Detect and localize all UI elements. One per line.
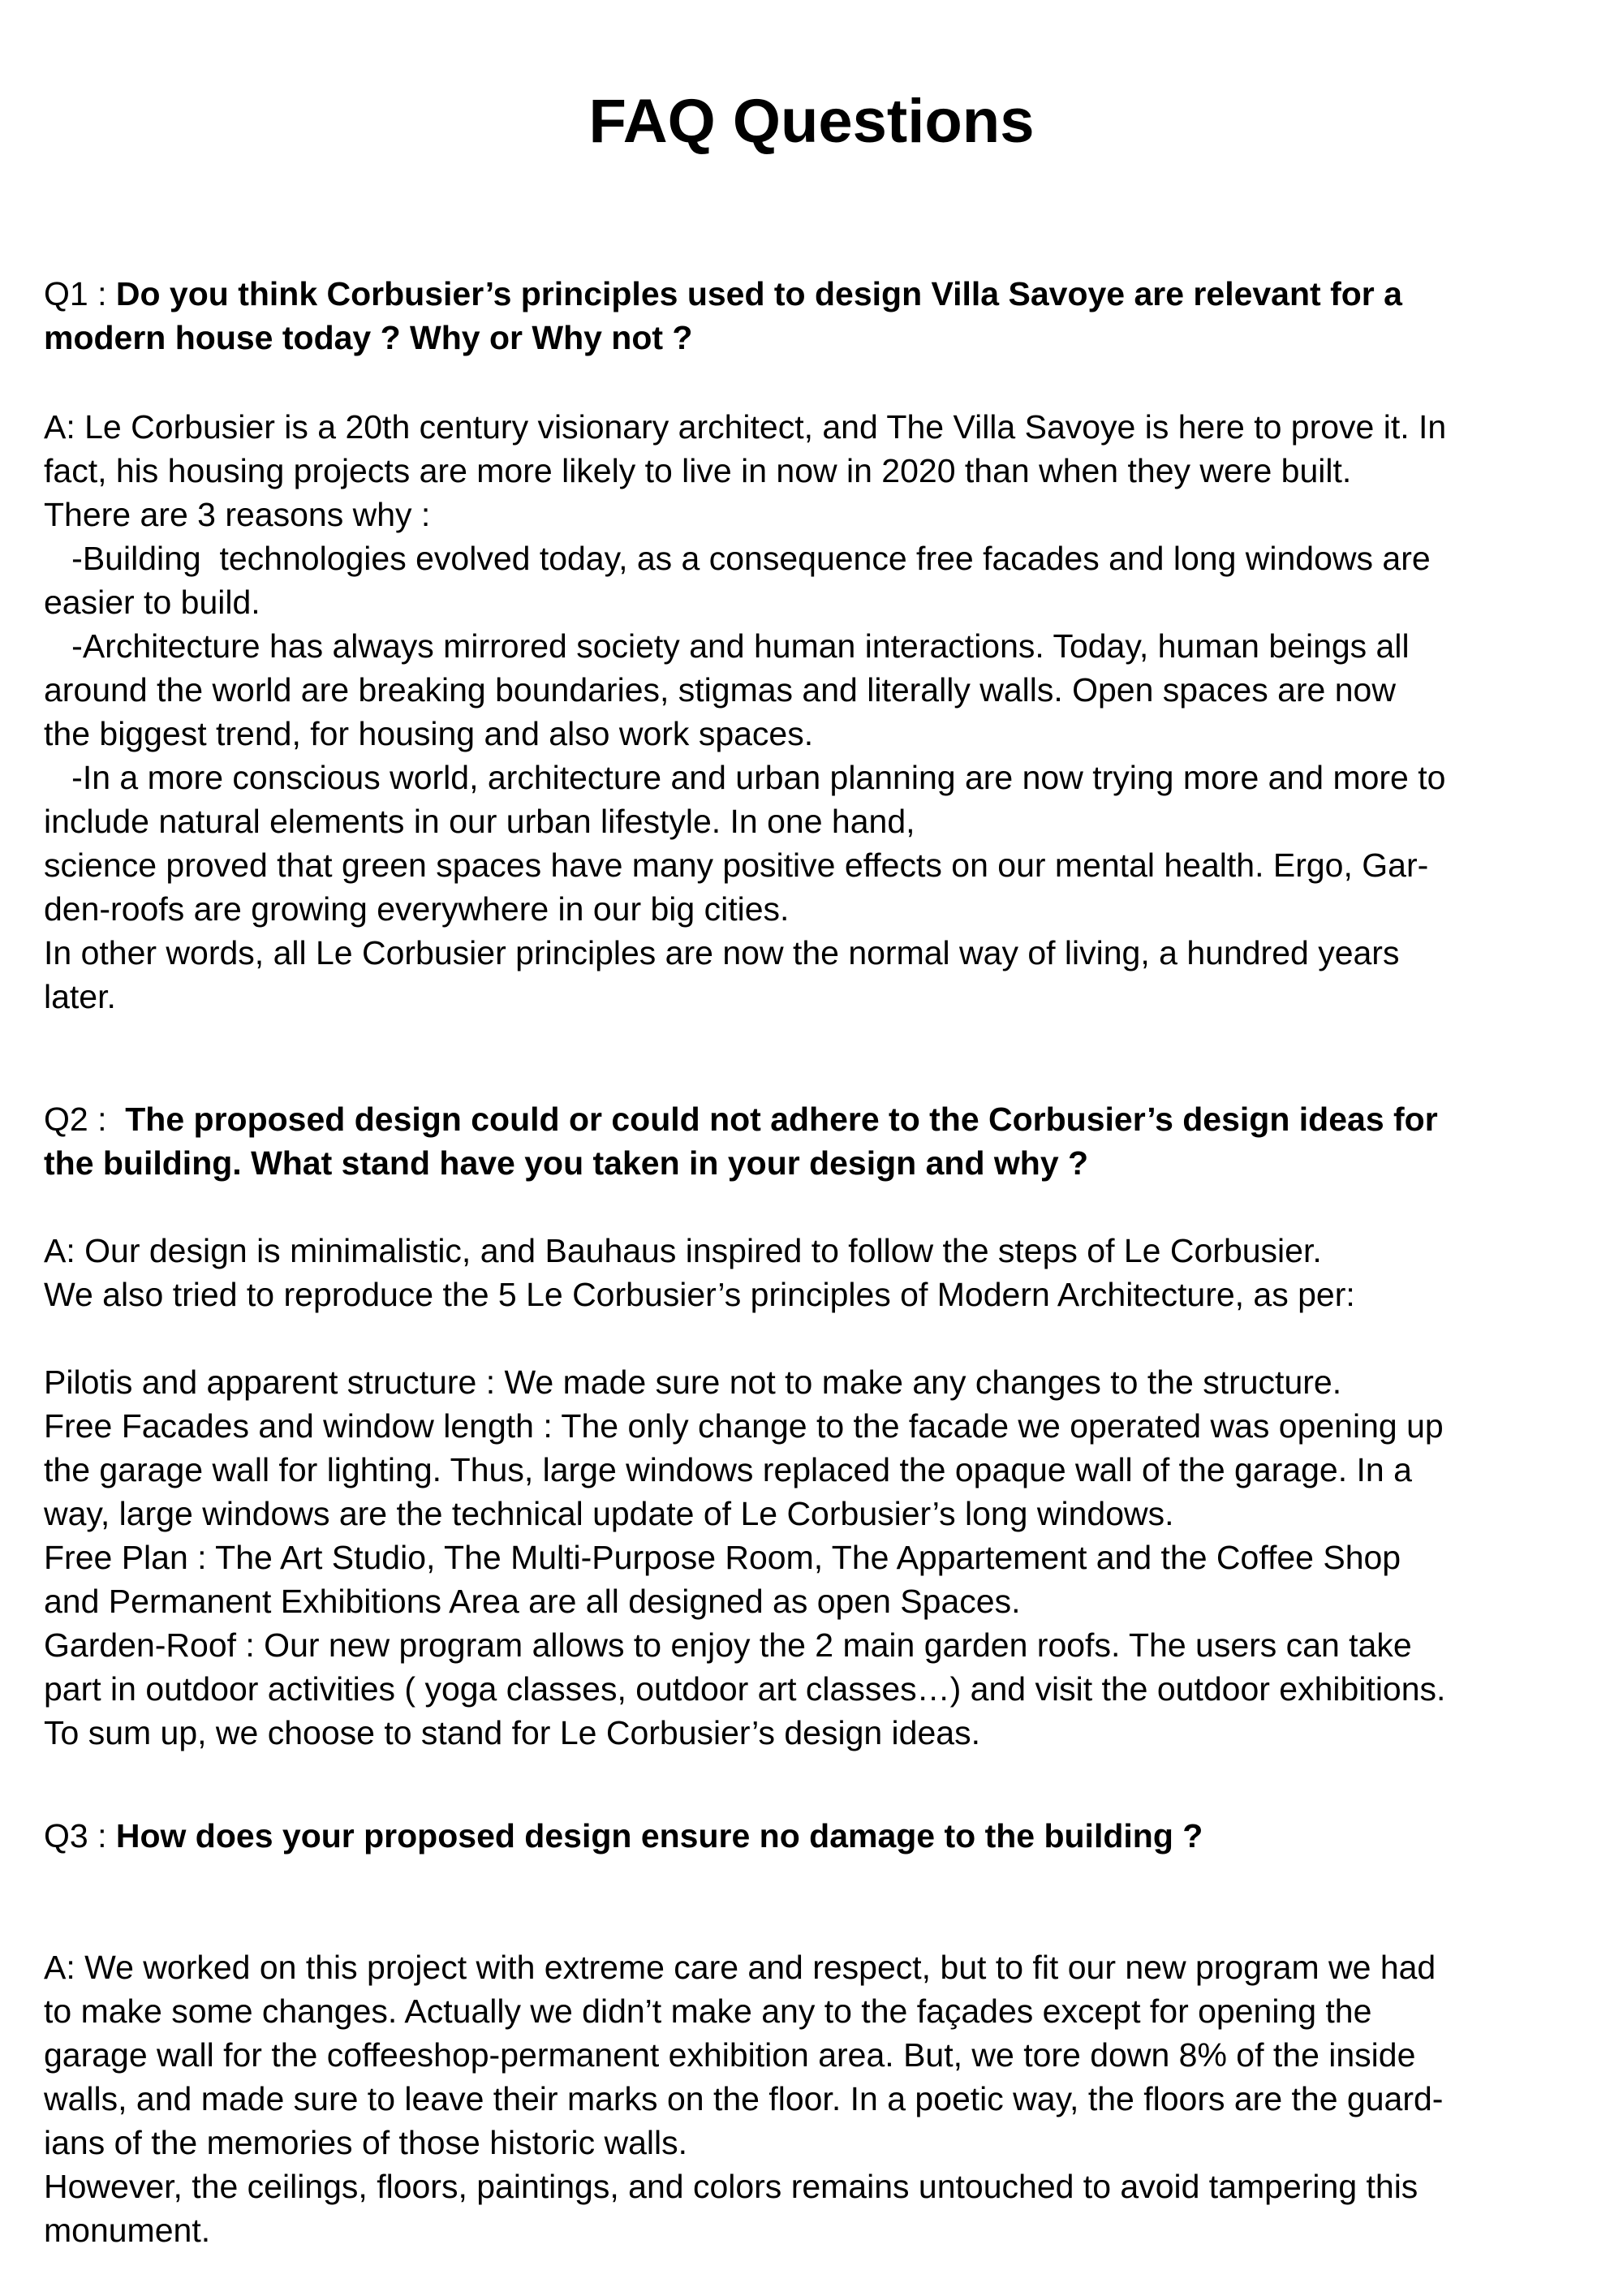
- q1-question-text-2: modern house today ? Why or Why not ?: [44, 319, 693, 356]
- answer-line: the biggest trend, for housing and also work spaces.: [44, 715, 814, 752]
- answer-line: the garage wall for lighting. Thus, large windows replaced the opaque wall of the garage. In a: [44, 1451, 1412, 1488]
- answer-line: fact, his housing projects are more likely to live in now in 2020 than when they were built.: [44, 452, 1352, 489]
- answer-line: We also tried to reproduce the 5 Le Corbusier’s principles of Modern Architecture, as per:: [44, 1276, 1355, 1313]
- answer-line: include natural elements in our urban lifestyle. In one hand,: [44, 803, 915, 840]
- answer-line: to make some changes. Actually we didn’t make any to the façades except for opening the: [44, 1992, 1372, 2030]
- q1-question-line-1: [44, 272, 1586, 316]
- answer-line: A: Le Corbusier is a 20th century visionary architect, and The Villa Savoye is here to prove it. In: [44, 408, 1447, 446]
- q2-question-text-2: the building. What stand have you taken in your design and why ?: [44, 1144, 1089, 1182]
- answer-line: -Building technologies evolved today, as a consequence free facades and long windows are: [44, 540, 1431, 577]
- answer-line: Free Plan : The Art Studio, The Multi-Purpose Room, The Appartement and the Coffee Shop: [44, 1539, 1401, 1576]
- answer-line: walls, and made sure to leave their marks on the floor. In a poetic way, the floors are the guard-: [44, 2080, 1444, 2117]
- answer-line: science proved that green spaces have many positive effects on our mental health. Ergo, Gar-: [44, 846, 1429, 884]
- page-title: FAQ Questions: [588, 87, 1035, 156]
- q2-answer-principles: [44, 1360, 1586, 1755]
- q3-question-text: How does your proposed design ensure no damage to the building ?: [115, 1817, 1203, 1854]
- q1-label: Q1 :: [44, 275, 116, 312]
- answer-line: However, the ceilings, floors, paintings, and colors remains untouched to avoid tampering this: [44, 2168, 1419, 2205]
- q2-question-text-1: The proposed design could or could not adhere to the Corbusier’s design ideas for: [125, 1101, 1438, 1138]
- answer-line: -In a more conscious world, architecture and urban planning are now trying more and more to: [44, 759, 1446, 796]
- q2-answer-intro: [44, 1229, 1586, 1316]
- q1-question-text-1: Do you think Corbusier’s principles used to design Villa Savoye are relevant for a: [115, 275, 1402, 312]
- answer-line: A: We worked on this project with extreme care and respect, but to fit our new program we had: [44, 1949, 1436, 1986]
- q3-question-line-1: [44, 1814, 1586, 1858]
- answer-line: Garden-Roof : Our new program allows to enjoy the 2 main garden roofs. The users can take: [44, 1626, 1412, 1664]
- q2-question-line-1: [44, 1097, 1586, 1141]
- answer-line: later.: [44, 978, 116, 1015]
- q2-question: [44, 1097, 1586, 1185]
- q2-label: Q2 :: [44, 1101, 126, 1138]
- answer-line: There are 3 reasons why :: [44, 496, 431, 533]
- answer-line: and Permanent Exhibitions Area are all designed as open Spaces.: [44, 1583, 1021, 1620]
- answer-line: part in outdoor activities ( yoga classes, outdoor art classes…) and visit the outdoor exhibitions.: [44, 1670, 1446, 1708]
- answer-line: easier to build.: [44, 584, 260, 621]
- answer-line: den-roofs are growing everywhere in our big cities.: [44, 890, 790, 928]
- q1-answer: [44, 405, 1586, 1019]
- answer-line: In other words, all Le Corbusier principles are now the normal way of living, a hundred years: [44, 934, 1400, 971]
- answer-line: way, large windows are the technical update of Le Corbusier’s long windows.: [44, 1495, 1174, 1532]
- answer-line: -Architecture has always mirrored society and human interactions. Today, human beings all: [44, 627, 1410, 665]
- answer-line: ians of the memories of those historic walls.: [44, 2124, 687, 2161]
- q1-question: [44, 272, 1586, 360]
- answer-line: around the world are breaking boundaries, stigmas and literally walls. Open spaces are now: [44, 671, 1396, 709]
- answer-line: Free Facades and window length : The only change to the facade we operated was opening up: [44, 1407, 1444, 1445]
- answer-line: Pilotis and apparent structure : We made sure not to make any changes to the structure.: [44, 1363, 1342, 1401]
- answer-line: monument.: [44, 2212, 211, 2249]
- q3-answer: [44, 1945, 1586, 2252]
- answer-line: A: Our design is minimalistic, and Bauhaus inspired to follow the steps of Le Corbusier.: [44, 1232, 1322, 1269]
- q3-question: [44, 1814, 1586, 1858]
- q3-label: Q3 :: [44, 1817, 116, 1854]
- answer-line: To sum up, we choose to stand for Le Corbusier’s design ideas.: [44, 1714, 980, 1751]
- answer-line: garage wall for the coffeeshop-permanent exhibition area. But, we tore down 8% of the inside: [44, 2036, 1416, 2074]
